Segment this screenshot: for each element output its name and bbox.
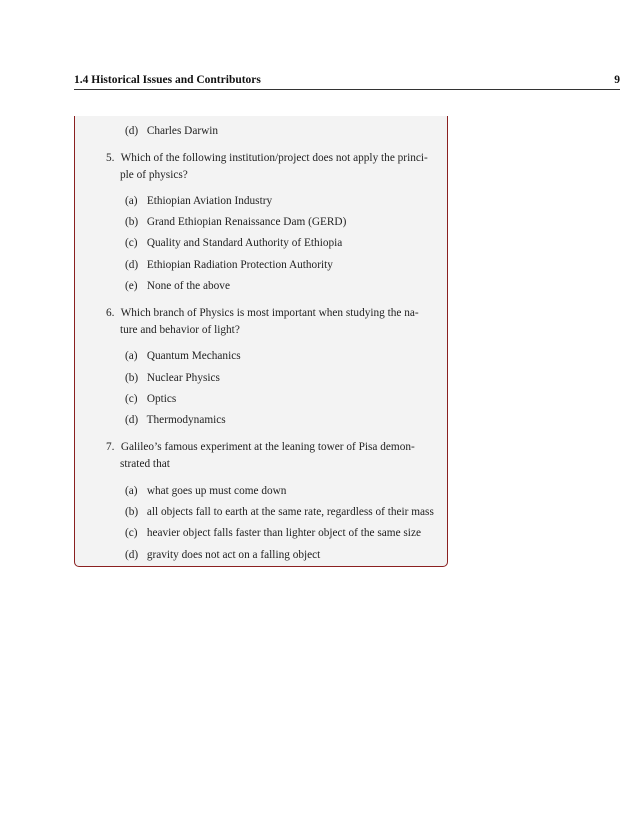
option-item: (d) gravity does not act on a falling object (125, 549, 321, 561)
question-6-line-2: ture and behavior of light? (120, 324, 240, 336)
option-item: (c) Quality and Standard Authority of Ethiopia (125, 237, 343, 249)
question-6-line-1: 6. Which branch of Physics is most important when studying the na- (106, 307, 419, 319)
option-item: (c) Optics (125, 393, 177, 405)
option-item: (a) Quantum Mechanics (125, 350, 241, 362)
exercise-box (74, 116, 448, 567)
question-7-line-2: strated that (120, 458, 170, 470)
option-item: (e) None of the above (125, 280, 230, 292)
option-item: (b) all objects fall to earth at the same rate, regardless of their mass (125, 506, 434, 518)
option-item: (a) Ethiopian Aviation Industry (125, 195, 273, 207)
option-item: (d) Thermodynamics (125, 414, 226, 426)
question-5-line-1: 5. Which of the following institution/project does not apply the princi- (106, 152, 428, 164)
option-item: (a) what goes up must come down (125, 485, 287, 497)
option-item: (b) Grand Ethiopian Renaissance Dam (GERD) (125, 216, 347, 228)
page-number: 9 (614, 74, 620, 86)
question-5-line-2: ple of physics? (120, 169, 188, 181)
question-7-line-1: 7. Galileo’s famous experiment at the leaning tower of Pisa demon- (106, 441, 415, 453)
option-item: (d) Charles Darwin (125, 125, 219, 137)
running-header (74, 74, 620, 90)
option-item: (b) Nuclear Physics (125, 372, 220, 384)
option-item: (c) heavier object falls faster than lighter object of the same size (125, 527, 421, 539)
section-title: 1.4 Historical Issues and Contributors (74, 74, 261, 86)
option-item: (d) Ethiopian Radiation Protection Authority (125, 259, 333, 271)
